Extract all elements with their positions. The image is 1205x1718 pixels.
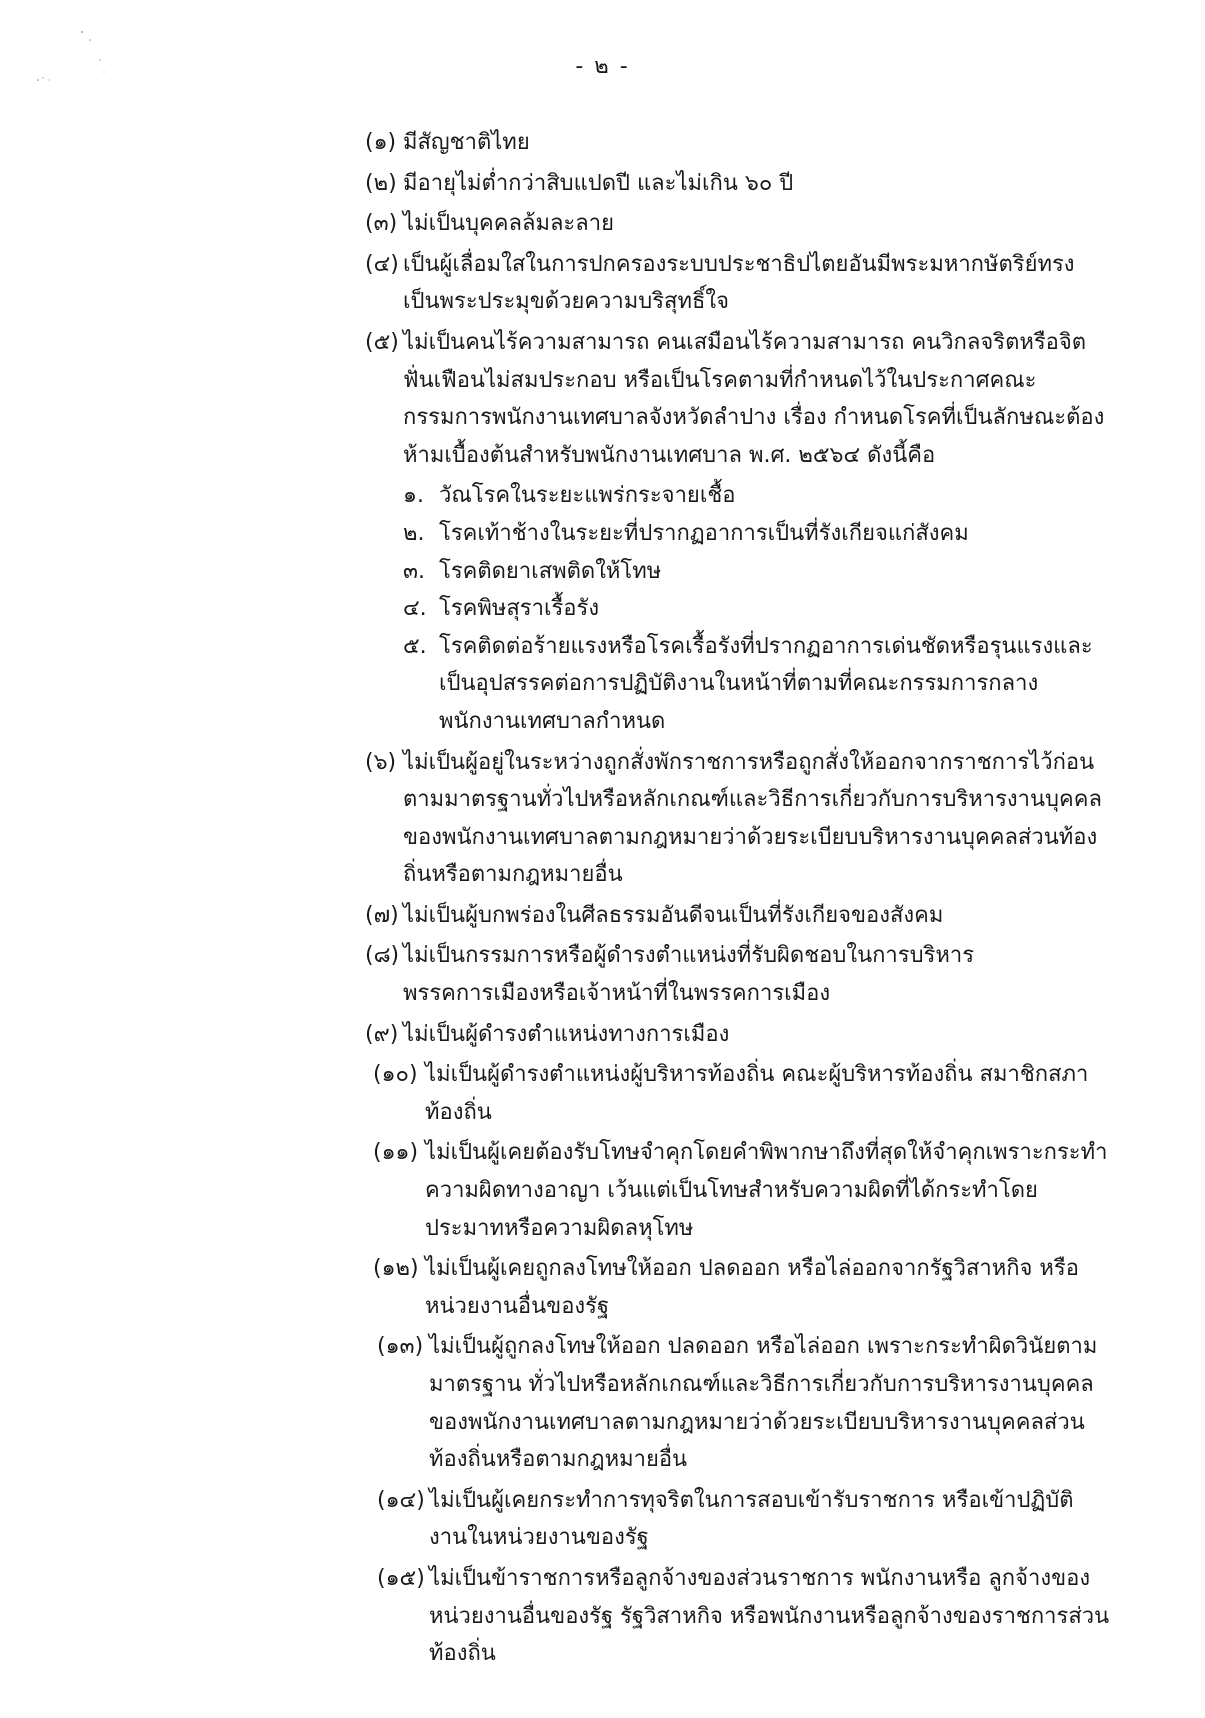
item-text: มีสัญชาติไทย	[403, 130, 530, 155]
list-item	[377, 1482, 1110, 1557]
item-text: ไม่เป็นผู้อยู่ในระหว่างถูกสั่งพักราชการหรือถูกสั่งให้ออกจากราชการไว้ก่อนตามมาตรฐานทั่วไปหรือหลักเกณฑ์และวิธีการเกี่ยวกับการบริหารงานบุคคลของพนักงานเทศบาลตามกฎหมายว่าด้วยระเบียบบริหารงานบุคคลส่วนท้องถิ่นหรือตามกฎหมายอื่น	[403, 749, 1102, 888]
list-item	[365, 1016, 1110, 1054]
item-number: (๙)	[365, 1021, 399, 1047]
qualification-list	[365, 124, 1110, 1676]
item-number: (๑๓)	[377, 1334, 424, 1360]
item-number: (๑๔)	[377, 1487, 425, 1513]
item-text: ไม่เป็นผู้ดำรงตำแหน่งทางการเมือง	[403, 1021, 730, 1047]
disease-number: ๔.	[403, 596, 427, 622]
disease-item	[403, 515, 1110, 553]
disease-number: ๕.	[403, 633, 427, 659]
item-text: ไม่เป็นบุคคลล้มละลาย	[403, 211, 614, 237]
disease-item	[403, 553, 1110, 591]
disease-text: โรคติดยาเสพติดให้โทษ	[439, 558, 662, 584]
item-number: (๓)	[365, 211, 398, 237]
item-number: (๑๑)	[373, 1140, 419, 1166]
item-text: เป็นผู้เลื่อมใสในการปกครองระบบประชาธิปไตยอันมีพระมหากษัตริย์ทรงเป็นพระประมุขด้วยความบริสุทธิ์ใจ	[403, 251, 1075, 315]
disease-text: โรคเท้าช้างในระยะที่ปรากฏอาการเป็นที่รังเกียจแก่สังคม	[439, 520, 969, 546]
item-text: ไม่เป็นคนไร้ความสามารถ คนเสมือนไร้ความสามารถ คนวิกลจริตหรือจิตฟั่นเฟือนไม่สมประกอบ หรือเป็นโรคตามที่กำหนดไว้ในประกาศคณะกรรมการพนักงานเทศบาลจังหวัดลำปาง เรื่อง กำหนดโรคที่เป็นลักษณะต้องห้ามเบื้องต้นสำหรับพนักงานเทศบาล พ.ศ. ๒๕๖๔ ดังนี้คือ	[403, 329, 1105, 468]
list-item	[365, 744, 1110, 894]
disease-number: ๒.	[403, 520, 425, 546]
item-number: (๑)	[365, 130, 397, 155]
list-item	[377, 1328, 1110, 1478]
item-text: ไม่เป็นผู้เคยต้องรับโทษจำคุกโดยคำพิพากษาถึงที่สุดให้จำคุกเพราะกระทำความผิดทางอาญา เว้นแต่เป็นโทษสำหรับความผิดที่ได้กระทำโดยประมาทหรือความผิดลหุโทษ	[425, 1140, 1108, 1241]
item-text: ไม่เป็นผู้ถูกลงโทษให้ออก ปลดออก หรือไล่ออก เพราะกระทำผิดวินัยตามมาตรฐาน ทั่วไปหรือหลักเกณฑ์และวิธีการเกี่ยวกับการบริหารงานบุคคลของพนักงานเทศบาลตามกฎหมายว่าด้วยระเบียบบริหารงานบุคคลส่วนท้องถิ่นหรือตามกฎหมายอื่น	[429, 1334, 1098, 1473]
item-text: ไม่เป็นผู้ดำรงตำแหน่งผู้บริหารท้องถิ่น คณะผู้บริหารท้องถิ่น สมาชิกสภาท้องถิ่น	[425, 1062, 1089, 1125]
list-item	[365, 124, 1110, 162]
item-number: (๕)	[365, 329, 399, 355]
item-number: (๖)	[365, 749, 397, 775]
list-item	[373, 1056, 1110, 1131]
item-number: (๑๐)	[373, 1062, 418, 1088]
disease-number: ๑.	[403, 483, 424, 509]
disease-item	[403, 628, 1110, 741]
list-item	[377, 1560, 1110, 1673]
item-text: ไม่เป็นผู้บกพร่องในศีลธรรมอันดีจนเป็นที่รังเกียจของสังคม	[403, 902, 944, 928]
list-item	[365, 897, 1110, 935]
list-item	[365, 205, 1110, 243]
item-number: (๑๒)	[373, 1256, 419, 1282]
item-number: (๔)	[365, 251, 399, 277]
list-item	[373, 1134, 1110, 1247]
list-item	[373, 1250, 1110, 1325]
list-item	[365, 165, 1110, 203]
disease-number: ๓.	[403, 558, 426, 584]
disease-text: โรคติดต่อร้ายแรงหรือโรคเรื้อรังที่ปรากฏอาการเด่นชัดหรือรุนแรงและเป็นอุปสรรคต่อการปฏิบัติงานในหน้าที่ตามที่คณะกรรมการกลางพนักงานเทศบาลกำหนด	[439, 633, 1093, 734]
item-number: (๑๕)	[377, 1565, 425, 1591]
item-text: มีอายุไม่ต่ำกว่าสิบแปดปี และไม่เกิน ๖๐ ปี	[403, 170, 794, 196]
item-number: (๘)	[365, 943, 400, 969]
item-text: ไม่เป็นข้าราชการหรือลูกจ้างของส่วนราชการ พนักงานหรือ ลูกจ้างของหน่วยงานอื่นของรัฐ รัฐวิสาหกิจ หรือพนักงานหรือลูกจ้างของราชการส่วนท้องถิ่น	[429, 1565, 1110, 1667]
item-text: ไม่เป็นผู้เคยถูกลงโทษให้ออก ปลดออก หรือไล่ออกจากรัฐวิสาหกิจ หรือหน่วยงานอื่นของรัฐ	[425, 1256, 1079, 1319]
item-number: (๒)	[365, 170, 397, 196]
list-item	[365, 324, 1110, 474]
item-text: ไม่เป็นผู้เคยกระทำการทุจริตในการสอบเข้ารับราชการ หรือเข้าปฏิบัติงานในหน่วยงานของรัฐ	[429, 1487, 1074, 1551]
disease-item	[403, 477, 1110, 515]
disease-text: โรคพิษสุราเรื้อรัง	[439, 596, 600, 622]
item-number: (๗)	[365, 902, 399, 928]
item-text: ไม่เป็นกรรมการหรือผู้ดำรงตำแหน่งที่รับผิดชอบในการบริหารพรรคการเมืองหรือเจ้าหน้าที่ในพรรคการเมือง	[403, 943, 975, 1007]
disease-text: วัณโรคในระยะแพร่กระจายเชื้อ	[439, 483, 736, 509]
list-item	[365, 937, 1110, 1012]
page-number: - ๒ -	[575, 54, 630, 79]
list-item	[365, 246, 1110, 321]
disease-item	[403, 590, 1110, 628]
